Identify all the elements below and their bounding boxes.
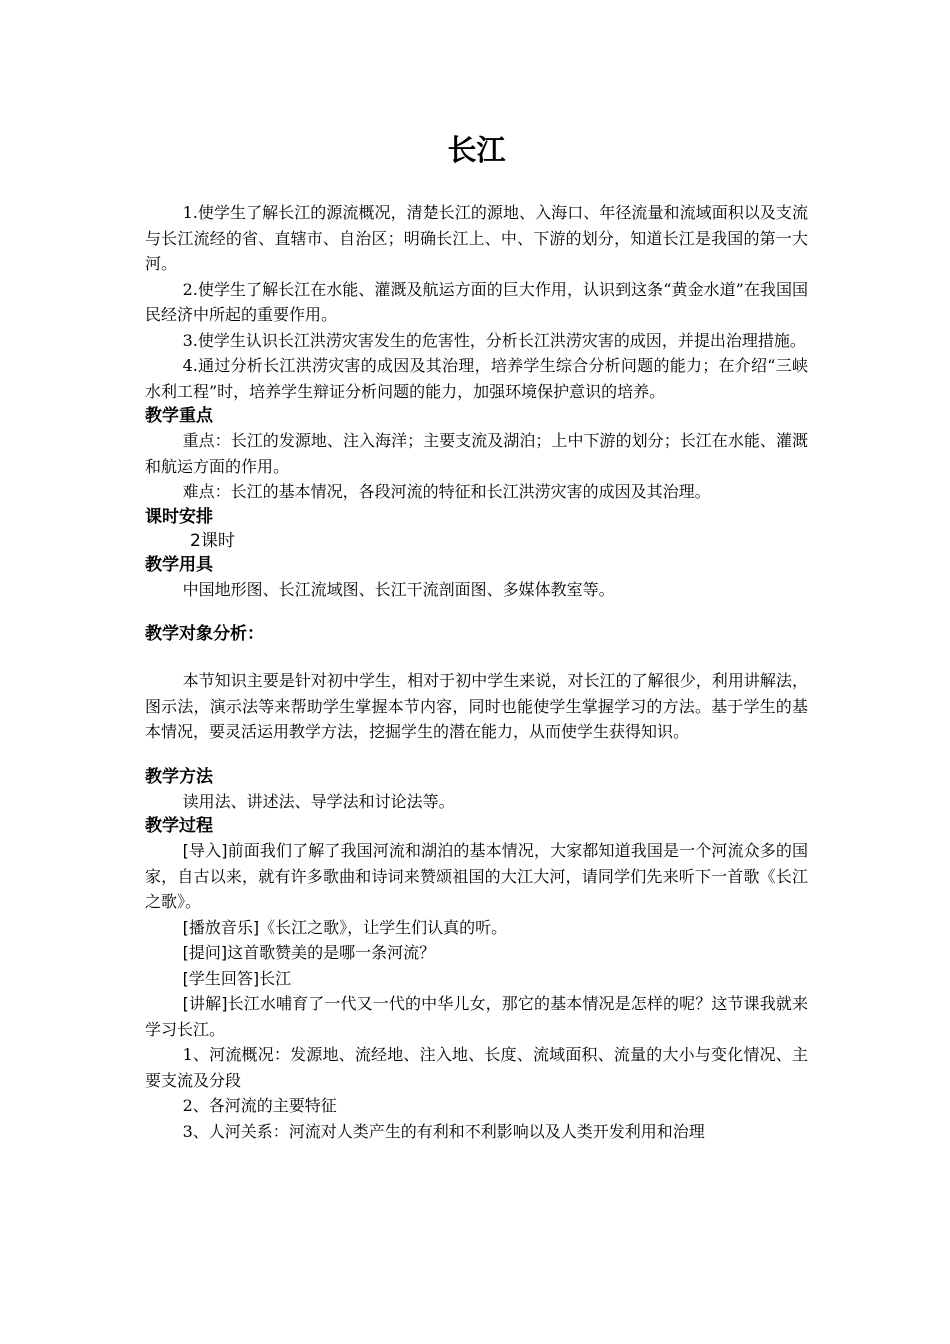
explain-text: 长江水哺育了一代又一代的中华儿女，那它的基本情况是怎样的呢？这节课我就来学习长江。 xyxy=(145,994,808,1039)
intro-text: 前面我们了解了我国河流和湖泊的基本情况，大家都知道我国是一个河流众多的国家，自古以来，就有许多歌曲和诗词来赞颂祖国的大江大河，请同学们先来听下一首歌《长江之歌》。 xyxy=(145,841,808,911)
explain-tag: [讲解] xyxy=(182,994,228,1013)
analysis-heading: 教学对象分析： xyxy=(145,624,264,644)
objective-3: 3.使学生认识长江洪涝灾害发生的危害性，分析长江洪涝灾害的成因，并提出治理措施。 xyxy=(182,330,806,350)
question-text: 这首歌赞美的是哪一条河流？ xyxy=(227,943,436,962)
process-question xyxy=(145,940,808,966)
process-item-3: 3、人河关系：河流对人类产生的有利和不利影响以及人类开发利用和治理 xyxy=(182,1121,705,1141)
objective-1: 1.使学生了解长江的源流概况，清楚长江的源地、入海口、年径流量和流域面积以及支流与长江流经的省、直辖市、自治区；明确长江上、中、下游的划分，知道长江是我国的第一大河。 xyxy=(145,203,808,273)
tools-text: 中国地形图、长江流域图、长江干流剖面图、多媒体教室等。 xyxy=(182,579,615,599)
process-item-1: 1、河流概况：发源地、流经地、注入地、长度、流域面积、流量的大小与变化情况、主要支流及分段 xyxy=(145,1045,808,1090)
objective-4: 4.通过分析长江洪涝灾害的成因及其治理，培养学生综合分析问题的能力；在介绍“三峡水利工程”时，培养学生辩证分析问题的能力，加强环境保护意识的培养。 xyxy=(145,356,808,401)
document-title: 长江 xyxy=(447,133,506,167)
intro-tag: [导入] xyxy=(182,841,228,860)
process-answer xyxy=(145,966,808,992)
key-points-heading: 教学重点 xyxy=(145,406,213,426)
analysis-text: 本节知识主要是针对初中学生，相对于初中学生来说，对长江的了解很少，利用讲解法，图示法，演示法等来帮助学生掌握本节内容，同时也能使学生掌握学习的方法。基于学生的基本情况，要灵活运用教学方法，挖掘学生的潜在能力，从而使学生获得知识。 xyxy=(145,671,808,741)
spacer xyxy=(145,646,808,668)
music-tag: [播放音乐] xyxy=(182,917,260,937)
methods-text: 读用法、讲述法、导学法和讨论法等。 xyxy=(182,791,455,811)
spacer xyxy=(145,602,808,622)
methods-heading: 教学方法 xyxy=(145,766,213,787)
tools-heading: 教学用具 xyxy=(145,554,213,575)
process-music xyxy=(145,915,808,941)
music-text: 《长江之歌》，让学生们认真的听。 xyxy=(259,917,508,937)
question-tag: [提问] xyxy=(182,943,228,962)
objective-2: 2.使学生了解长江在水能、灌溉及航运方面的巨大作用，认识到这条“黄金水道”在我国国民经济中所起的重要作用。 xyxy=(145,279,808,324)
schedule-heading: 课时安排 xyxy=(145,506,213,527)
process-item-2: 2、各河流的主要特征 xyxy=(182,1096,337,1115)
schedule-hours: 2课时 xyxy=(190,530,235,551)
spacer xyxy=(145,745,808,765)
document-body xyxy=(145,200,808,1144)
process-heading: 教学过程 xyxy=(145,816,213,836)
answer-text: 长江 xyxy=(259,968,292,988)
key-points-focus: 重点：长江的发源地、注入海洋；主要支流及湖泊；上中下游的划分；长江在水能、灌溉和航运方面的作用。 xyxy=(145,431,808,476)
key-points-difficulty: 难点：长江的基本情况，各段河流的特征和长江洪涝灾害的成因及其治理。 xyxy=(182,482,711,501)
process-explain xyxy=(145,991,808,1042)
answer-tag: [学生回答] xyxy=(182,968,260,988)
process-intro xyxy=(145,838,808,915)
